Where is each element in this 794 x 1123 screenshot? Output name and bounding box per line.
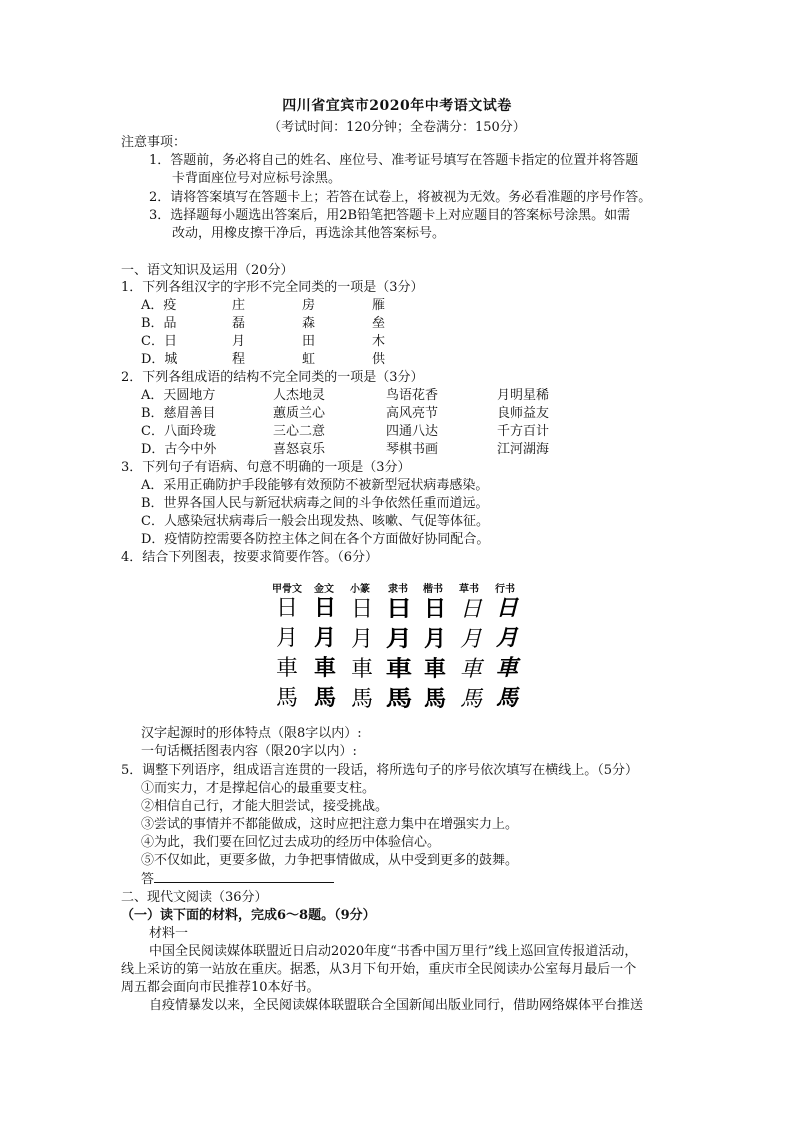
reading-part-heading: （一）读下面的材料，完成6～8题。（9分） [121,908,376,923]
glyph-seal: 馬 [350,686,373,711]
q3-option: A．采用正确防护手段能够有效预防不被新型冠状病毒感染。 [141,478,489,493]
glyph-cursive: 日 [459,596,482,621]
glyph-oracle: 月 [275,626,298,651]
q1-option-cell: 供 [372,352,386,367]
note-item: 1．答题前，务必将自己的姓名、座位号、准考证号填写在答题卡指定的位置并将答题 [149,153,639,168]
paragraph-line: 自疫情暴发以来，全民阅读媒体联盟联合全国新闻出版业同行，借助网络媒体平台推送 [149,998,644,1013]
q1-option-cell: D．城 [141,352,178,367]
glyph-cursive: 馬 [459,686,482,711]
question-stem: 5．调整下列语序，组成语言连贯的一段话，将所选句子的序号依次填写在横线上。（5分） [121,763,639,778]
q4-prompt: 一句话概括图表内容（限20字以内）: [141,744,357,759]
glyph-regular: 月 [423,626,446,651]
q1-option-cell: 森 [302,316,316,331]
q2-option-cell: 千方百计 [497,424,550,439]
q2-option-cell: B．慈眉善目 [141,406,216,421]
glyph-oracle: 日 [275,596,298,621]
figure-column-header: 金文 [314,584,334,595]
figure-column-header: 草书 [459,584,479,595]
answer-label: 答 [141,872,155,887]
note-item: 3．选择题每小题选出答案后，用2B铅笔把答题卡上对应题目的答案标号涂黑。如需 [149,208,631,223]
q2-option-cell: 良师益友 [497,406,550,421]
q1-option-cell: 田 [302,334,316,349]
section-heading: 二、现代文阅读（36分） [121,890,268,905]
page-title: 四川省宜宾市2020年中考语文试卷 [282,98,512,114]
q2-option-cell: C．八面玲珑 [141,424,216,439]
q2-option-cell: 高风亮节 [386,406,439,421]
answer-blank[interactable] [154,870,334,883]
q5-sentence: ⑤不仅如此，更要多做，力争把事情做成，从中受到更多的鼓舞。 [141,853,519,868]
q2-option-cell: 鸟语花香 [386,388,439,403]
glyph-bronze: 馬 [313,686,336,711]
glyph-bronze: 車 [313,656,336,681]
glyph-clerical: 月 [385,626,413,652]
glyph-clerical: 馬 [385,686,413,712]
note-item: 卡背面座位号对应标号涂黑。 [172,171,342,186]
glyph-oracle: 馬 [275,686,298,711]
glyph-bronze: 日 [313,596,336,621]
page-subtitle: （考试时间：120分钟；全卷满分：150分） [268,120,526,135]
section-heading: 一、语文知识及运用（20分） [121,263,294,278]
glyph-running: 日 [495,596,518,621]
q3-option: B．世界各国人民与新冠状病毒之间的斗争依然任重而道远。 [141,496,489,511]
q2-option-cell: 江河湖海 [497,442,550,457]
q1-option-cell: 庄 [232,298,246,313]
glyph-regular: 車 [423,656,446,681]
q1-option-cell: 木 [372,334,386,349]
glyph-oracle: 車 [275,656,298,681]
q2-option-cell: 蕙质兰心 [273,406,326,421]
q1-option-cell: A．疫 [141,298,177,313]
question-stem: 4．结合下列图表，按要求简要作答。（6分） [121,550,379,565]
glyph-seal: 車 [350,656,373,681]
q1-option-cell: B．品 [141,316,177,331]
q1-option-cell: C．日 [141,334,177,349]
q5-answer-line[interactable] [141,870,334,889]
glyph-running: 馬 [495,686,518,711]
question-stem: 3．下列句子有语病、句意不明确的一项是（3分） [121,460,411,475]
q2-option-cell: 月明星稀 [497,388,550,403]
q3-option: D．疫情防控需要各防控主体之间在各个方面做好协同配合。 [141,532,490,547]
glyph-seal: 月 [350,626,373,651]
glyph-cursive: 月 [459,626,482,651]
q2-option-cell: D．古今中外 [141,442,217,457]
q5-sentence: ②相信自己行，才能大胆尝试，接受挑战。 [141,799,389,814]
glyph-clerical: 日 [385,596,413,622]
question-stem: 1．下列各组汉字的字形不完全同类的一项是（3分） [121,280,424,295]
notes-heading: 注意事项： [121,135,187,150]
figure-column-header: 甲骨文 [272,584,302,595]
q2-option-cell: A．天圆地方 [141,388,216,403]
q1-option-cell: 月 [232,334,246,349]
q5-sentence: ④为此，我们要在回忆过去成功的经历中体验信心。 [141,835,441,850]
q2-option-cell: 四通八达 [386,424,439,439]
q1-option-cell: 房 [302,298,316,313]
figure-column-header: 隶书 [388,584,408,595]
q4-prompt: 汉字起源时的形体特点（限8字以内）: [141,726,362,741]
paragraph-line: 线上采访的第一站放在重庆。据悉，从3月下旬开始，重庆市全民阅读办公室每月最后一个 [121,962,637,977]
question-stem: 2．下列各组成语的结构不完全同类的一项是（3分） [121,370,424,385]
figure-column-header: 楷书 [423,584,443,595]
q2-option-cell: 喜怒哀乐 [273,442,326,457]
figure-column-header: 行书 [495,584,515,595]
q1-option-cell: 虹 [302,352,316,367]
note-item: 2．请将答案填写在答题卡上；若答在试卷上，将被视为无效。务必看准题的序号作答。 [149,190,652,205]
q1-option-cell: 程 [232,352,246,367]
figure-column-header: 小篆 [350,584,370,595]
paragraph-line: 周五都会面向市民推荐10本好书。 [121,980,320,995]
q3-option: C．人感染冠状病毒后一般会出现发热、咳嗽、气促等体征。 [141,514,489,529]
q2-option-cell: 琴棋书画 [386,442,439,457]
q2-option-cell: 人杰地灵 [273,388,326,403]
q1-option-cell: 垒 [372,316,386,331]
glyph-bronze: 月 [313,626,336,651]
q2-option-cell: 三心二意 [273,424,326,439]
material-label: 材料一 [149,926,189,941]
glyph-seal: 日 [350,596,373,621]
glyph-regular: 日 [423,596,446,621]
q5-sentence: ①而实力，才是撑起信心的最重要支柱。 [141,781,376,796]
glyph-running: 車 [495,656,518,681]
q1-option-cell: 磊 [232,316,246,331]
glyph-clerical: 車 [385,656,413,682]
q5-sentence: ③尝试的事情并不都能做成，这时应把注意力集中在增强实力上。 [141,817,519,832]
glyph-running: 月 [495,626,518,651]
script-evolution-figure [270,580,524,720]
glyph-regular: 馬 [423,686,446,711]
paragraph-line: 中国全民阅读媒体联盟近日启动2020年度“书香中国万里行”线上巡回宣传报道活动， [149,944,638,959]
q1-option-cell: 雁 [372,298,386,313]
note-item: 改动，用橡皮擦干净后，再选涂其他答案标号。 [172,226,446,241]
glyph-cursive: 車 [459,656,482,681]
